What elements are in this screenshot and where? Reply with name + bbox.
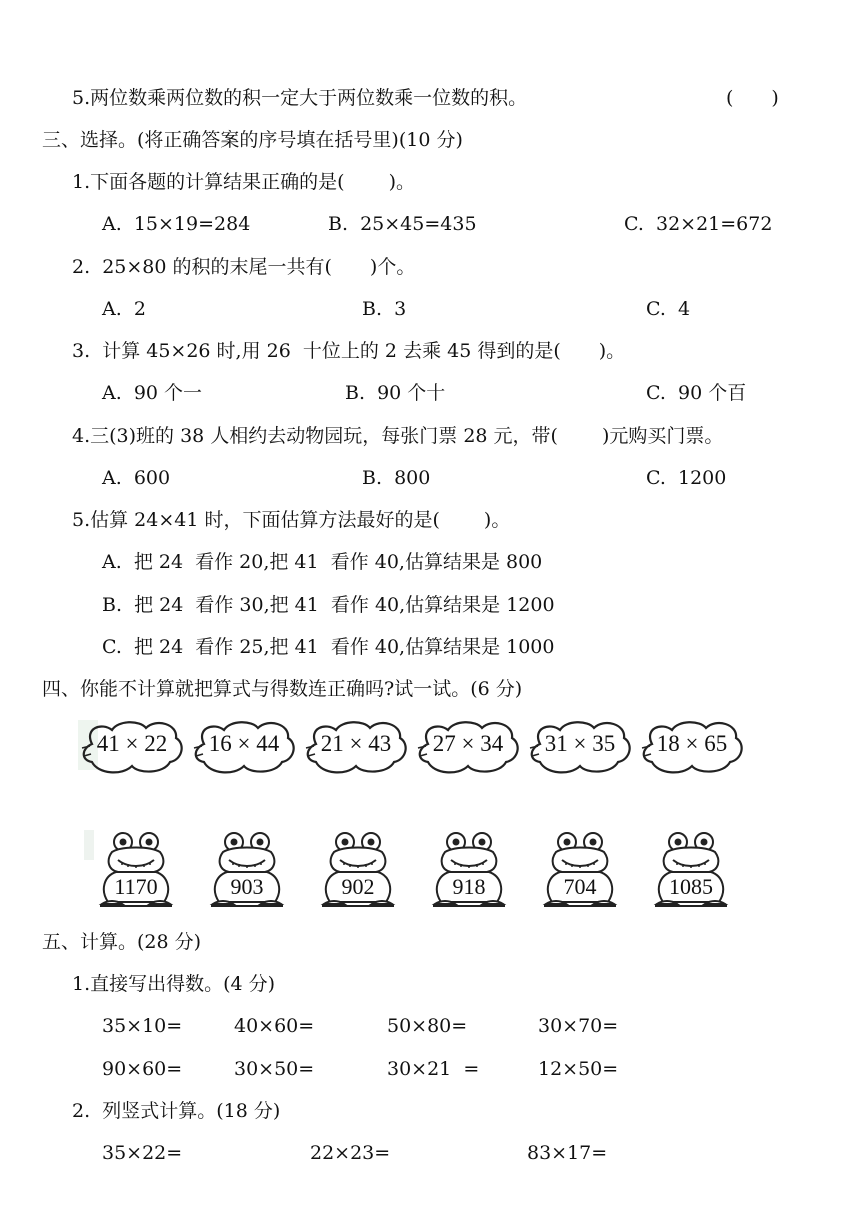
leaf-expression: 16 × 44 <box>208 731 280 756</box>
section-3-question-4: 4.三(3)班的 38 人相约去动物园玩，每张门票 28 元，带( )元购买门票。 <box>72 425 724 447</box>
oral-calc-item[interactable]: 30×21 = <box>387 1058 480 1080</box>
frog-result-card[interactable] <box>431 830 507 910</box>
scan-smudge <box>84 830 94 860</box>
section-5-title: 五、计算。(28 分) <box>42 931 202 953</box>
q1-option-b[interactable]: B. 25×45=435 <box>328 213 477 235</box>
frog-result-card[interactable] <box>542 830 618 910</box>
q5-option-c[interactable]: C. 把 24 看作 25,把 41 看作 40,估算结果是 1000 <box>102 636 555 658</box>
section-3-question-2: 2. 25×80 的积的末尾一共有( )个。 <box>72 256 416 278</box>
section-3-question-1: 1.下面各题的计算结果正确的是( )。 <box>72 171 415 193</box>
q4-option-c[interactable]: C. 1200 <box>646 467 727 489</box>
oral-calc-item[interactable]: 40×60= <box>234 1015 315 1037</box>
frog-result-card[interactable] <box>98 830 174 910</box>
leaf-expression: 18 × 65 <box>656 731 728 756</box>
frog-result-number: 902 <box>341 874 375 899</box>
q2-option-b[interactable]: B. 3 <box>362 298 407 320</box>
section-3-title: 三、选择。(将正确答案的序号填在括号里)(10 分) <box>42 129 463 151</box>
leaf-expression-card[interactable] <box>78 716 186 780</box>
q2-option-a[interactable]: A. 2 <box>102 298 146 320</box>
oral-calc-item[interactable]: 30×50= <box>234 1058 315 1080</box>
q2-option-c[interactable]: C. 4 <box>646 298 691 320</box>
leaf-expression: 21 × 43 <box>320 731 392 756</box>
tf-item-5: 5.两位数乘两位数的积一定大于两位数乘一位数的积。 <box>72 87 528 109</box>
vertical-calc-item[interactable]: 83×17= <box>527 1142 608 1164</box>
leaf-expression: 41 × 22 <box>96 731 168 756</box>
vertical-calc-item[interactable]: 35×22= <box>102 1142 183 1164</box>
frog-result-card[interactable] <box>653 830 729 910</box>
section-3-question-5: 5.估算 24×41 时，下面估算方法最好的是( )。 <box>72 509 511 531</box>
q1-option-a[interactable]: A. 15×19=284 <box>102 213 251 235</box>
frog-result-number: 1085 <box>669 874 713 899</box>
section-5-part-2-title: 2. 列竖式计算。(18 分) <box>72 1100 281 1122</box>
frog-result-number: 903 <box>230 874 264 899</box>
frog-result-card[interactable] <box>209 830 285 910</box>
oral-calc-item[interactable]: 50×80= <box>387 1015 468 1037</box>
oral-calc-item[interactable]: 90×60= <box>102 1058 183 1080</box>
q1-option-c[interactable]: C. 32×21=672 <box>624 213 773 235</box>
oral-calc-item[interactable]: 35×10= <box>102 1015 183 1037</box>
section-5-part-1-title: 1.直接写出得数。(4 分) <box>72 973 276 995</box>
tf-item-5-answer-paren[interactable]: ( ) <box>726 87 779 109</box>
leaf-expression-card[interactable] <box>526 716 634 780</box>
q5-option-a[interactable]: A. 把 24 看作 20,把 41 看作 40,估算结果是 800 <box>102 551 543 573</box>
leaf-expression: 27 × 34 <box>432 731 504 756</box>
oral-calc-item[interactable]: 30×70= <box>538 1015 619 1037</box>
q3-option-a[interactable]: A. 90 个一 <box>102 382 203 404</box>
q3-option-c[interactable]: C. 90 个百 <box>646 382 747 404</box>
oral-calc-item[interactable]: 12×50= <box>538 1058 619 1080</box>
frog-result-number: 704 <box>563 874 597 899</box>
q4-option-b[interactable]: B. 800 <box>362 467 431 489</box>
section-3-question-3: 3. 计算 45×26 时,用 26 十位上的 2 去乘 45 得到的是( )。 <box>72 340 626 362</box>
frog-result-number: 1170 <box>114 874 158 899</box>
vertical-calc-item[interactable]: 22×23= <box>310 1142 391 1164</box>
frog-result-card[interactable] <box>320 830 396 910</box>
frog-result-number: 918 <box>452 874 486 899</box>
leaf-expression-card[interactable] <box>638 716 746 780</box>
q3-option-b[interactable]: B. 90 个十 <box>345 382 446 404</box>
leaf-expression-card[interactable] <box>190 716 298 780</box>
leaf-expression-card[interactable] <box>414 716 522 780</box>
q4-option-a[interactable]: A. 600 <box>102 467 171 489</box>
section-4-title: 四、你能不计算就把算式与得数连正确吗?试一试。(6 分) <box>42 678 523 700</box>
leaf-expression: 31 × 35 <box>544 731 616 756</box>
leaf-expression-card[interactable] <box>302 716 410 780</box>
q5-option-b[interactable]: B. 把 24 看作 30,把 41 看作 40,估算结果是 1200 <box>102 594 555 616</box>
